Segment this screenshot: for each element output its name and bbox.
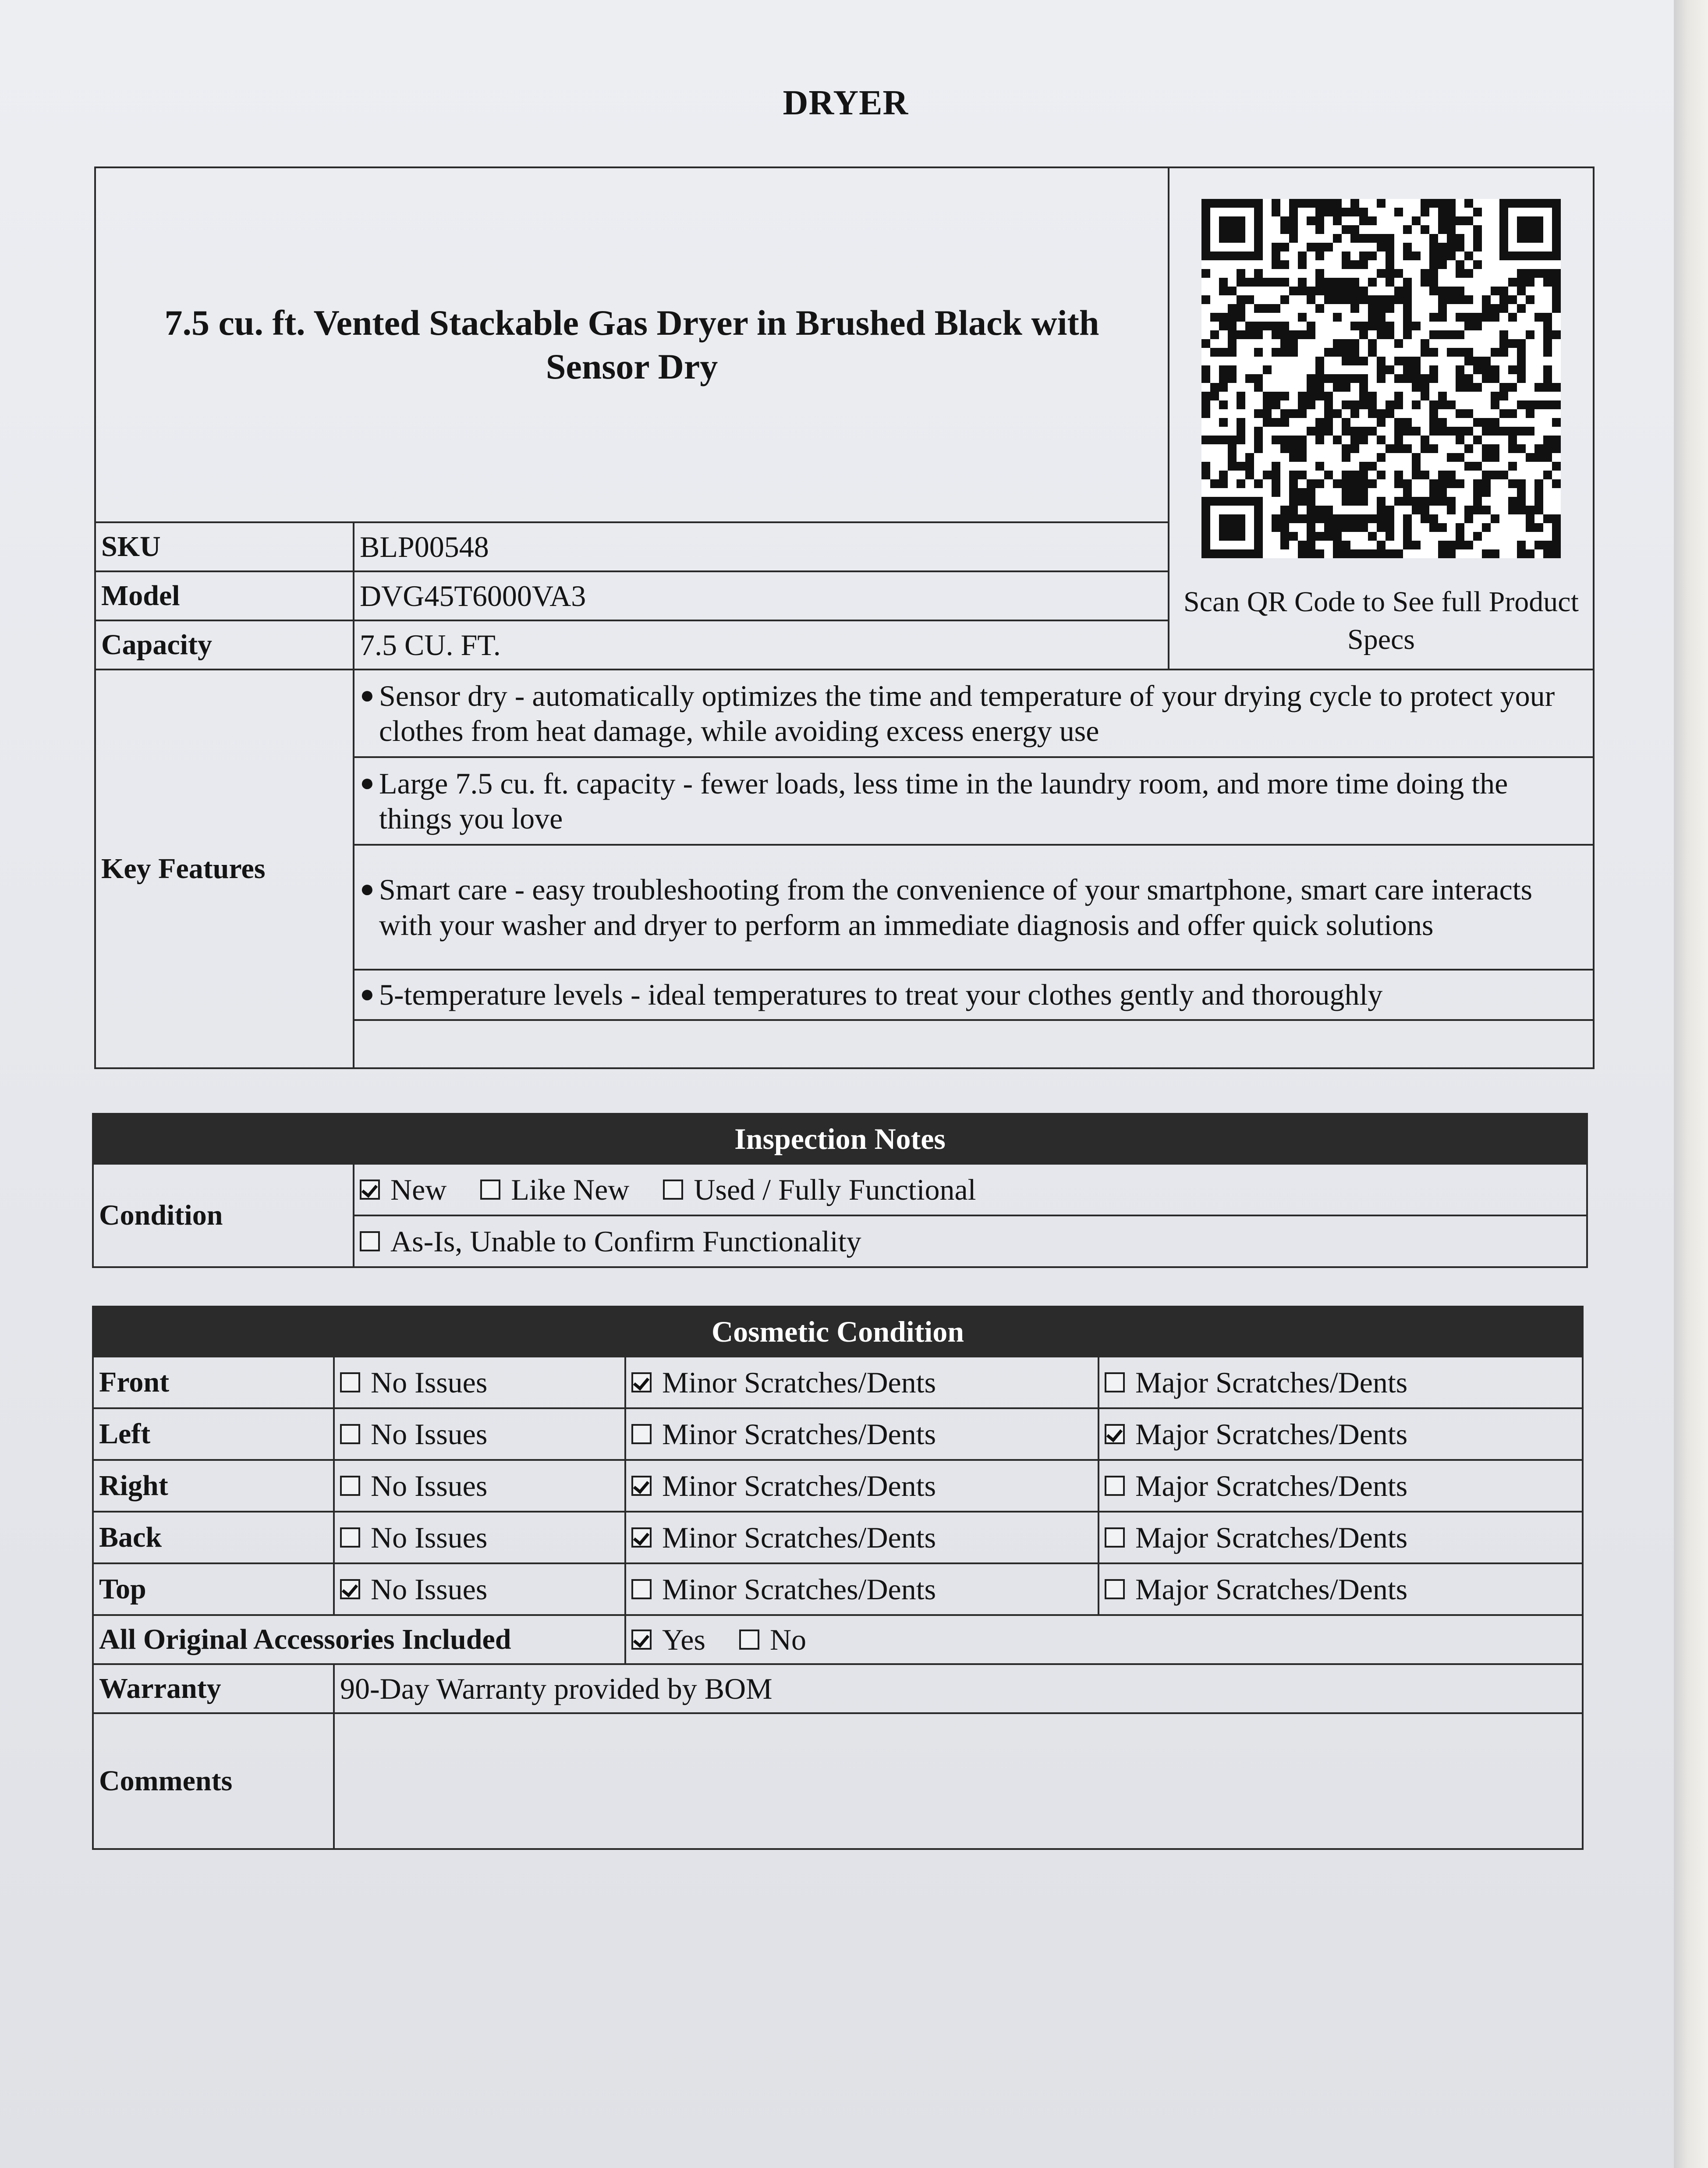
checkbox[interactable] [631,1424,652,1444]
cosmetic-option[interactable] [1105,1468,1407,1503]
option-label: No Issues [371,1365,488,1399]
checkbox-used[interactable] [663,1180,683,1200]
cosmetic-option[interactable] [631,1365,936,1400]
checkbox-yes[interactable] [631,1630,652,1650]
cosmetic-option-cell [625,1460,1099,1512]
feature-text: Large 7.5 cu. ft. capacity - fewer loads, less time in the laundry room, and more time doing the things you love [379,766,1508,835]
cosmetic-option-cell [1099,1460,1583,1512]
condition-options-row [354,1164,1587,1215]
cosmetic-option-cell [625,1512,1099,1563]
option-label: No [769,1622,807,1656]
accessories-label: All Original Accessories Included [93,1615,625,1664]
cosmetic-row-label: Top [93,1563,334,1615]
option-label: Minor Scratches/Dents [662,1520,936,1554]
feature-item [354,757,1594,845]
qr-code[interactable] [1201,199,1561,558]
checkbox[interactable] [631,1579,652,1599]
cosmetic-option[interactable] [340,1468,487,1503]
feature-item [354,670,1594,757]
capacity-label: Capacity [95,620,354,670]
option-label: Major Scratches/Dents [1135,1417,1408,1451]
cosmetic-table [92,1306,1584,1850]
cosmetic-option-cell [1099,1563,1583,1615]
accessories-no-option[interactable] [739,1622,806,1657]
qr-caption: Scan QR Code to See full Product Specs [1184,586,1579,656]
cosmetic-row-label: Front [93,1357,334,1408]
bullet-icon: ● [360,769,375,797]
option-label: No Issues [371,1572,488,1606]
cosmetic-option[interactable] [340,1365,487,1400]
bullet-icon: ● [360,681,375,709]
option-label: Major Scratches/Dents [1135,1365,1408,1399]
condition-as-is-option[interactable] [360,1224,861,1259]
checkbox[interactable] [631,1476,652,1496]
inspection-table [92,1113,1588,1268]
option-label: Major Scratches/Dents [1135,1572,1408,1606]
document-title: DRYER [783,84,909,122]
sku-value: BLP00548 [354,522,1169,571]
cosmetic-option-cell [1099,1357,1583,1408]
model-value: DVG45T6000VA3 [354,571,1169,620]
cosmetic-option[interactable] [1105,1572,1407,1607]
option-label: Major Scratches/Dents [1135,1520,1408,1554]
condition-options-row [354,1215,1587,1267]
feature-item [354,970,1594,1020]
option-label: Yes [662,1622,705,1656]
accessories-yes-option[interactable] [631,1622,705,1657]
cosmetic-option-cell [334,1512,625,1563]
sku-label: SKU [95,522,354,571]
checkbox-like-new[interactable] [480,1180,500,1200]
cosmetic-option-cell [334,1357,625,1408]
cosmetic-option-cell [1099,1512,1583,1563]
cosmetic-option[interactable] [631,1417,936,1452]
cosmetic-option[interactable] [631,1572,936,1607]
capacity-value: 7.5 CU. FT. [354,620,1169,670]
condition-label: Condition [93,1164,354,1267]
cosmetic-option-cell [334,1408,625,1460]
cosmetic-option-cell [625,1408,1099,1460]
feature-item [354,845,1594,970]
key-features-label: Key Features [95,670,354,1068]
checkbox[interactable] [340,1476,360,1496]
checkbox[interactable] [340,1372,360,1392]
paper-edge [1674,0,1708,2168]
option-label: Minor Scratches/Dents [662,1469,936,1502]
checkbox[interactable] [1105,1579,1125,1599]
cosmetic-row [93,1357,1583,1408]
option-label: As-Is, Unable to Confirm Functionality [390,1224,861,1258]
qr-cell [1169,167,1594,670]
cosmetic-header: Cosmetic Condition [93,1307,1583,1357]
option-label: No Issues [371,1417,488,1451]
option-label: Major Scratches/Dents [1135,1469,1408,1502]
cosmetic-option[interactable] [1105,1365,1407,1400]
feature-empty [354,1020,1594,1068]
cosmetic-option-cell [1099,1408,1583,1460]
condition-used-option[interactable] [663,1172,976,1207]
comments-label: Comments [93,1713,334,1849]
cosmetic-row [93,1563,1583,1615]
model-label: Model [95,571,354,620]
warranty-label: Warranty [93,1664,334,1713]
option-label: Like New [511,1173,630,1206]
cosmetic-option[interactable] [631,1520,936,1555]
checkbox-as-is[interactable] [360,1231,380,1251]
checkbox[interactable] [340,1579,360,1599]
option-label: Minor Scratches/Dents [662,1365,936,1399]
warranty-value: 90-Day Warranty provided by BOM [334,1664,1583,1713]
cosmetic-option-cell [334,1563,625,1615]
option-label: No Issues [371,1469,488,1502]
cosmetic-option[interactable] [340,1520,487,1555]
inspection-header: Inspection Notes [93,1114,1587,1164]
option-label: No Issues [371,1520,488,1554]
checkbox[interactable] [340,1424,360,1444]
feature-text: Sensor dry - automatically optimizes the time and temperature of your drying cycle to protect your clothes from heat damage, while avoiding excess energy use [379,679,1555,747]
product-title: 7.5 cu. ft. Vented Stackable Gas Dryer in Brushed Black with Sensor Dry [95,167,1169,522]
checkbox-new[interactable] [360,1180,380,1200]
option-label: Used / Fully Functional [694,1173,976,1206]
cosmetic-option[interactable] [340,1417,487,1452]
option-label: Minor Scratches/Dents [662,1417,936,1451]
option-label: New [390,1173,447,1206]
cosmetic-option[interactable] [631,1468,936,1503]
cosmetic-option[interactable] [1105,1520,1407,1555]
condition-new-option[interactable] [360,1172,446,1207]
cosmetic-row-label: Back [93,1512,334,1563]
cosmetic-option-cell [334,1460,625,1512]
checkbox[interactable] [1105,1372,1125,1392]
feature-text: Smart care - easy troubleshooting from the convenience of your smartphone, smart care interacts with your washer and dryer to perform an immediate diagnosis and offer quick solutions [379,873,1533,942]
cosmetic-row [93,1408,1583,1460]
feature-text: 5-temperature levels - ideal temperatures to treat your clothes gently and thoroughly [379,978,1383,1012]
condition-like-new-option[interactable] [480,1172,629,1207]
checkbox[interactable] [631,1527,652,1548]
product-table [94,166,1595,1069]
cosmetic-option-cell [625,1357,1099,1408]
cosmetic-row [93,1512,1583,1563]
cosmetic-row-label: Right [93,1460,334,1512]
checkbox[interactable] [1105,1476,1125,1496]
cosmetic-row-label: Left [93,1408,334,1460]
accessories-options [625,1615,1583,1664]
cosmetic-row [93,1460,1583,1512]
comments-field[interactable] [334,1713,1583,1849]
checkbox[interactable] [1105,1527,1125,1548]
bullet-icon: ● [360,981,375,1008]
checkbox[interactable] [631,1372,652,1392]
checkbox-no[interactable] [739,1630,759,1650]
checkbox[interactable] [340,1527,360,1548]
cosmetic-option-cell [625,1563,1099,1615]
cosmetic-option[interactable] [340,1572,487,1607]
option-label: Minor Scratches/Dents [662,1572,936,1606]
cosmetic-option[interactable] [1105,1417,1407,1452]
checkbox[interactable] [1105,1424,1125,1444]
bullet-icon: ● [360,875,375,903]
